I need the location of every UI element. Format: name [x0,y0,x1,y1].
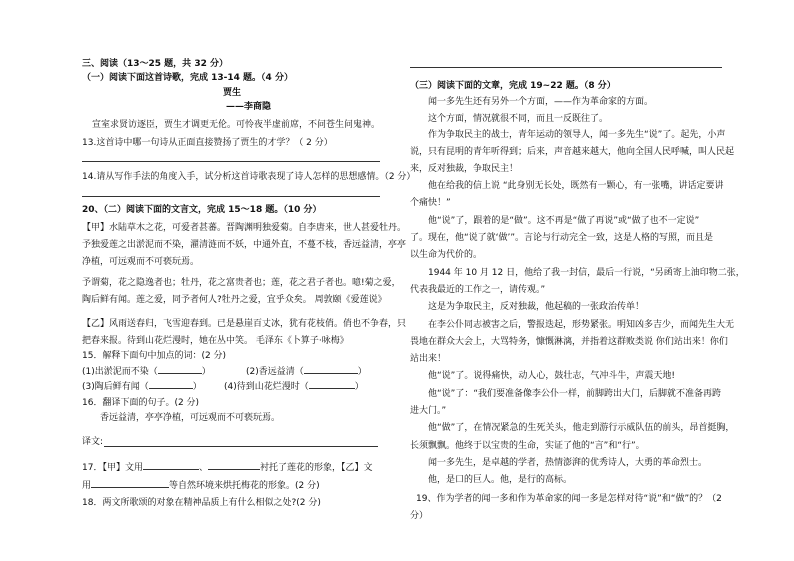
q17-text: 、 [198,463,208,473]
part1-heading: （一）阅读下面这首诗歌，完成 13-14 题。（4 分） [82,73,293,83]
item-text: (3)陶后鲜有闻（ [82,382,149,392]
paragraph-line: 他，是口的巨人。他，是行的高标。 [428,475,573,485]
paren: ） [192,382,202,392]
paragraph-line: 了。现在，他“说了就‘做’”。言论与行动完全一致，这是人格的写照，而且是 [410,233,714,243]
paragraph-line: 1944 年 10 月 12 日，他给了我一封信，最后一行说，“另函寄上油印物二张， [428,268,745,278]
part3-heading: （三）阅读下面的文章，完成 19~22 题。（8 分） [410,81,616,91]
answer-blank[interactable] [304,364,358,374]
passage-jia-line: 予独爱莲之出淤泥而不染，濯清涟而不妖，中通外直，不蔓不枝，香远益清，亭亭 [82,240,407,250]
question-15-item-1 [82,364,211,379]
answer-blank[interactable] [208,460,260,470]
part2-heading: 20、（二）阅读下面的文言文，完成 15～18 题。（10 分） [82,205,322,215]
question-17-line2 [82,478,320,493]
passage-jia-line: 予谓菊，花之隐逸者也；牡丹，花之富贵者也；莲，花之君子者也。噫!菊之爱， [82,278,401,288]
paragraph-line: 来，反对独裁，争取民主！ [410,164,519,174]
paragraph-line: 闻一多先生还有另外一个方面，——作为革命家的方面。 [428,97,654,107]
question-19-cont: 分） [410,511,429,521]
paragraph-line: 他“说”了，跟着的是“做”。这不再是“做了再说”或“做了也不一定说” [428,216,700,226]
paragraph-line: 他“说”了。说得痛快，动人心，鼓壮志，气冲斗牛，声震天地! [428,371,675,381]
q17-text: 用 [82,481,92,491]
paragraph-line: 在李公仆同志被害之后，警报迭起，形势紧张。明知凶多吉少，而闻先生大无 [428,320,735,330]
translation-answer-line[interactable] [104,446,378,447]
answer-line-14[interactable] [82,196,380,197]
paren: ） [357,367,367,377]
item-text: (4)待到山花烂漫时（ [224,382,309,392]
question-13: 13.这首诗中哪一句诗从正面直接赞扬了贾生的才学？（ 2 分） [82,138,333,148]
paragraph-line: 他“做”了，在情况紧急的生死关头，他走到游行示威队伍的前头，昂首挺胸， [428,423,735,433]
paragraph-line: 长须飘飘。他终于以宝贵的生命，实证了他的“言”和“行”。 [410,441,645,451]
paragraph-line: 说，只有昆明的青年听得到；后来，声音越来越大，他向全国人民呼喊，叫人民起 [410,147,735,157]
paragraph-line: 以生命为代价的。 [410,250,483,260]
paragraph-line: 代表我最近的工作之一，请传观。” [410,285,546,295]
answer-blank[interactable] [143,460,199,470]
item-text: (2)香远益清（ [246,367,304,377]
poem-text: 宣室求贤访逐臣，贾生才调更无伦。可怜夜半虚前席，不问苍生问鬼神。 [92,120,381,130]
question-18: 18．两文所歌颂的对象在精神品质上有什么相似之处?(2 分) [82,498,321,508]
answer-blank[interactable] [91,478,169,488]
question-19: 19、作为学者的闻一多和作为革命家的闻一多是怎样对待“说”和“做”的？（2 [416,494,722,504]
passage-jia-line: 【甲】水陆草木之花，可爱者甚蕃。晋陶渊明独爱菊。自李唐来，世人甚爱牡丹。 [82,223,407,233]
section-title: 三、阅读（13～25 题，共 32 分） [82,59,228,69]
answer-blank[interactable] [309,379,355,389]
q17-text: 等自然环境来烘托梅花的形象。(2 分) [169,481,320,491]
sentence-to-translate: 香远益清，亭亭净植，可远观而不可亵玩焉。 [100,413,281,423]
q17-text: 17．【甲】文用 [82,463,143,473]
question-15-item-2 [246,364,367,379]
question-15-item-4 [224,379,364,394]
paragraph-line: 作为争取民主的战士，青年运动的领导人，闻一多先生“说”了。起先，小声 [428,130,726,140]
item-text: (1)出淤泥而不染（ [82,367,158,377]
question-17-line1 [82,460,372,475]
answer-blank[interactable] [158,364,202,374]
translation-label: 译文: [82,437,104,447]
paragraph-line: 闻一多先生，是卓越的学者，热情澎湃的优秀诗人，大勇的革命烈士。 [428,458,708,468]
paragraph-line: 进大门。” [410,406,447,416]
passage-yi-line: 【乙】风雨送春归，飞雪迎春到。已是悬崖百丈冰，犹有花枝俏。俏也不争春，只 [82,319,407,329]
passage-jia-line: 净植，可远观而不可亵玩焉。 [82,257,200,267]
question-16: 16．翻译下面的句子。(2 分) [82,398,200,408]
poem-title: 贾生 [222,88,241,98]
question-15-item-3 [82,379,202,394]
paren: ） [201,367,211,377]
poem-author: ——李商隐 [226,102,272,112]
q17-text: 衬托了莲花的形象，【乙】文 [259,463,373,473]
paragraph-line: 畏地在群众大会上，大骂特务，慷慨淋漓，并指着这群败类说 你们站出来！你们 [410,337,728,347]
question-15: 15．解释下面句中加点的词：(2 分) [82,351,227,361]
passage-jia-line: 陶后鲜有闻。莲之爱，同予者何人?牡丹之爱，宜乎众矣。 周敦颐《爱莲说》 [82,295,387,305]
answer-line-13[interactable] [82,161,380,162]
header-rule [410,67,722,68]
answer-blank[interactable] [149,379,193,389]
paragraph-line: 这是为争取民主，反对独裁，他起稿的一张政治传单！ [428,302,645,312]
passage-yi-line: 把春来报。待到山花烂漫时，她在丛中笑。 毛泽东《卜算子·咏梅》 [82,336,349,346]
paragraph-line: 他在给我的信上说 “此身别无长处，既然有一颗心，有一张嘴，讲话定要讲 [428,181,724,191]
paragraph-line: 他“说”了：“我们要准备像李公仆一样，前脚跨出大门，后脚就不准备再跨 [428,389,721,399]
paragraph-line: 这个方面，情况就很不同，而且一反既往了。 [428,114,609,124]
paragraph-line: 个痛快！” [410,198,451,208]
question-14: 14.请从写作手法的角度入手，试分析这首诗歌表现了诗人怎样的思想感情。（2 分） [82,172,416,182]
paren: ） [354,382,364,392]
paragraph-line: 站出来！ [410,354,447,364]
